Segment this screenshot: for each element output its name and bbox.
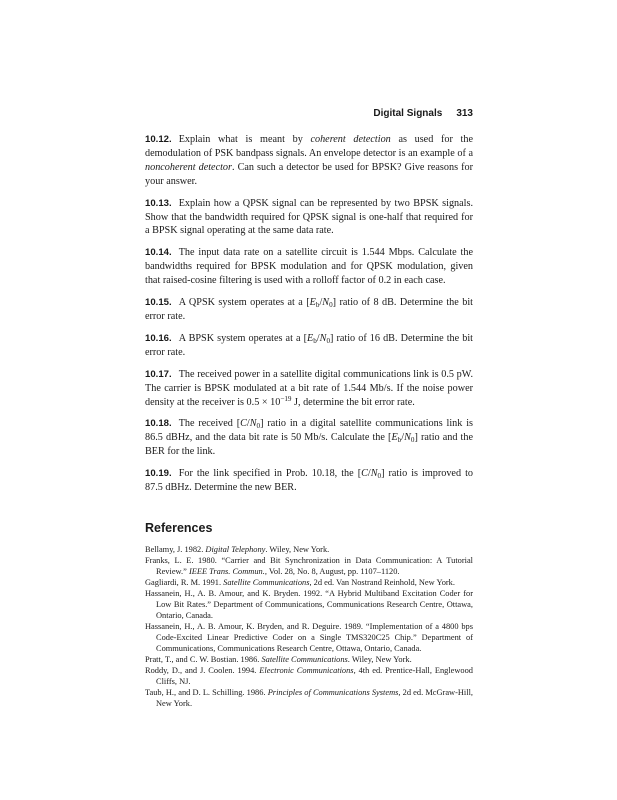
text-run: 0 [410, 436, 415, 445]
text-run: N [404, 432, 411, 444]
text-run: as used for the demodulation of PSK bandpass signals. An envelope detector is an example of a [145, 134, 473, 159]
reference-entry [145, 687, 473, 709]
text-run: N [249, 418, 257, 430]
problem-number: 10.13. [145, 197, 172, 209]
reference-entry [145, 588, 473, 621]
text-run: b [397, 436, 402, 445]
reference-list [145, 544, 473, 709]
text-run: −19 [280, 394, 292, 403]
reference-entry [145, 621, 473, 654]
text-run: . Wiley, New York. [347, 654, 412, 664]
reference-entry [145, 577, 473, 588]
text-run: 0 [256, 422, 261, 431]
text-run: Hassanein, H., A. B. Amour, and K. Bryden. 1992. “A Hybrid Multiband Excitation Coder for Low Bit Rates.” Department of Communications, Communications Research Centre, Ottawa, Ontario, Canada. [145, 588, 473, 620]
text-run: N [319, 332, 327, 344]
text-run: , Vol. 28, No. 8, August, pp. 1107–1120. [264, 566, 400, 576]
text-run: Gagliardi, R. M. 1991. [145, 577, 224, 587]
text-run: Taub, H., and D. L. Schilling. 1986. [145, 687, 268, 697]
problem-number: 10.17. [145, 368, 172, 380]
problem-item [145, 467, 473, 495]
reference-entry [145, 654, 473, 665]
text-run: / [316, 332, 320, 344]
text-run: . Wiley, New York. [265, 544, 330, 554]
text-run: Pratt, T., and C. W. Bostian. 1986. [145, 654, 262, 664]
text-run: E [391, 432, 398, 444]
problem-item [145, 133, 473, 189]
text-run: , 4th ed. Prentice-Hall, Englewood Cliffs, NJ. [156, 665, 473, 686]
problem-item [145, 417, 473, 459]
text-run: E [307, 332, 314, 344]
running-head [145, 108, 473, 119]
text-run: / [319, 297, 323, 309]
text-run: Principles of Communications Systems [267, 687, 399, 697]
problem-number: 10.19. [145, 468, 172, 480]
text-run: The received [ [178, 418, 241, 430]
text-run: ] ratio in a digital satellite communications link is 86.5 dBHz, and the data bit rate is 50 Mb/s. Calculate the [ [145, 418, 473, 444]
text-run: ] ratio and the BER for the link. [145, 432, 473, 458]
text-run: The received power in a satellite digital communications link is 0.5 pW. The carrier is BPSK modulated at a bit rate of 1.544 Mb/s. If the noise power density at the receiver is 0.5 × 10 [145, 368, 473, 408]
text-run: The input data rate on a satellite circuit is 1.544 Mbps. Calculate the bandwidths required for BPSK modulation and for QPSK modulation, given that raised-cosine filtering is used with a rolloff factor of 0.2 in each case. [145, 247, 473, 287]
problem-item [145, 296, 473, 324]
text-run: Digital Telephony [205, 544, 266, 554]
text-run: , 2d ed. Van Nostrand Reinhold, New York. [309, 577, 455, 587]
text-run: b [313, 336, 317, 345]
text-run: Roddy, D., and J. Coolen. 1994. [145, 665, 260, 675]
problem-item [145, 332, 473, 360]
text-run: / [401, 432, 405, 444]
text-run: 0 [377, 472, 382, 481]
text-run: J, determine the bit error rate. [291, 396, 415, 408]
problem-number: 10.14. [145, 247, 172, 259]
text-run: / [367, 468, 371, 480]
text-run: coherent detection [310, 134, 391, 145]
text-run: N [322, 297, 330, 309]
problem-list [145, 133, 473, 495]
problem-item [145, 368, 473, 410]
text-run: b [315, 301, 320, 310]
problem-number: 10.12. [145, 134, 172, 145]
page-number: 313 [456, 108, 473, 119]
text-run: Hassanein, H., A. B. Amour, K. Bryden, and R. Deguire. 1989. “Implementation of a 4800 bps Code-Excited Linear Predictive Coder on a Single TMS320C25 Chip.” Department of Communications, Communications Research Centre, Ottawa, Ontario, Canada. [145, 621, 473, 653]
text-run: . Can such a detector be used for BPSK? Give reasons for your answer. [145, 161, 473, 187]
text-run: ] ratio of 8 dB. Determine the bit error rate. [145, 297, 473, 322]
page-content [145, 133, 473, 709]
text-run: Satellite Communications [223, 577, 310, 587]
problem-number: 10.18. [145, 418, 172, 430]
text-run: ] ratio of 16 dB. Determine the bit error rate. [145, 332, 473, 358]
reference-entry [145, 665, 473, 687]
reference-entry [145, 555, 473, 577]
text-run: , 2d ed. McGraw-Hill, New York. [156, 687, 474, 708]
problem-number: 10.15. [145, 297, 172, 309]
problem-item [145, 246, 473, 288]
text-run: Explain how a QPSK signal can be represented by two BPSK signals. Show that the bandwidth required for QPSK signal is one-half that required for a BPSK signal operating at the same data rate. [145, 197, 473, 237]
text-run: For the link specified in Prob. 10.18, the [ [178, 468, 362, 480]
problem-number: 10.16. [145, 332, 172, 344]
text-run: ] ratio is improved to 87.5 dBHz. Determine the new BER. [145, 468, 473, 494]
text-run: Bellamy, J. 1982. [145, 544, 206, 554]
text-run: 0 [326, 336, 330, 345]
problem-item [145, 197, 473, 239]
text-run: A BPSK system operates at a [ [178, 332, 307, 344]
text-run: IEEE Trans. Commun. [188, 566, 265, 576]
references-heading: References [145, 520, 213, 535]
text-run: C [361, 468, 368, 480]
text-run: N [370, 468, 378, 480]
chapter-title: Digital Signals [373, 108, 443, 119]
text-run: Franks, L. E. 1980. “Carrier and Bit Synchronization in Data Communication: A Tutorial Review.” [145, 555, 473, 576]
text-run: / [246, 418, 250, 430]
text-run: C [240, 418, 247, 430]
text-run: E [309, 297, 316, 309]
reference-entry [145, 544, 473, 555]
text-run: noncoherent detector [145, 161, 232, 173]
text-run: A QPSK system operates at a [ [178, 297, 310, 309]
text-run: 0 [329, 301, 333, 310]
text-run: Explain what is meant by [178, 134, 311, 145]
text-run: Satellite Communications [261, 654, 348, 664]
text-run: Electronic Communications [259, 665, 354, 675]
